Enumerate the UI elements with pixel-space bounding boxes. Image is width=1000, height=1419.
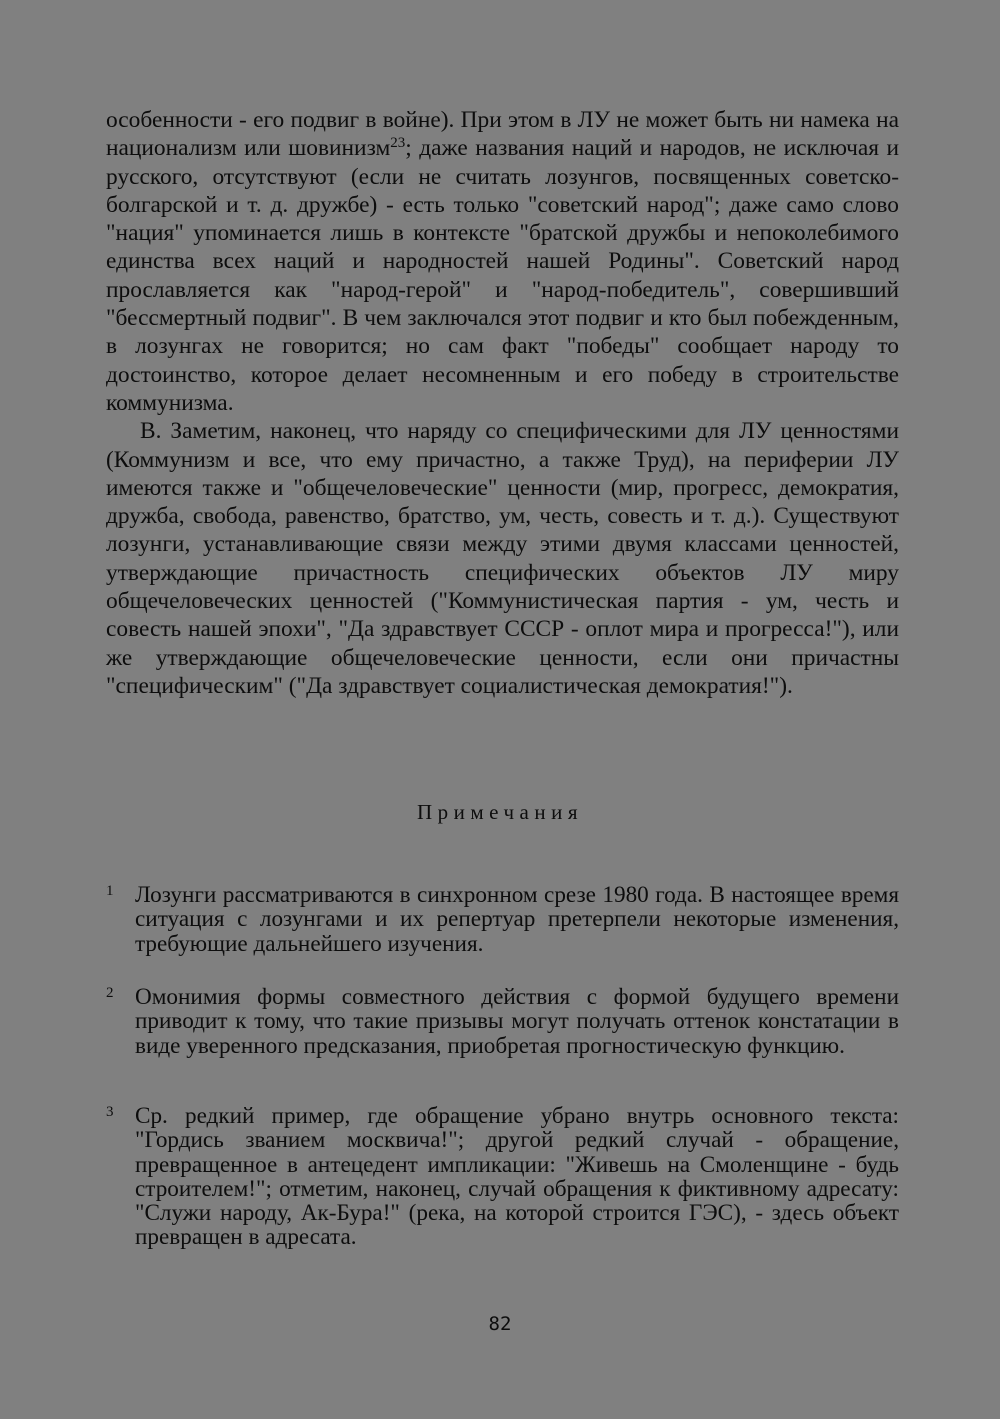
- note-3: [106, 1104, 899, 1250]
- notes-heading: Примечания: [416, 800, 583, 824]
- main-text: [106, 106, 899, 700]
- paragraph-1: [106, 106, 899, 417]
- paragraph-1-rest: ; даже названия наций и народов, не исключая и русского, отсутствуют (если не считать лозунгов, посвященных советско-болгарской и т. д. дружбе) - есть только "советский народ"; даже само слово "нация" упоминается лишь в контексте "братской дружбы и непоколебимого единства всех наций и народностей нашей Родины". Советский народ прославляется как "народ-герой" и "народ-победитель", совершивший "бессмертный подвиг". В чем заключался этот подвиг и кто был побежденным, в лозунгах не говорится; но сам факт "победы" сообщает народу то достоинство, которое делает несомненным и его победу в строительстве коммунизма.: [106, 135, 899, 416]
- note-number: 3: [106, 1104, 114, 1120]
- note-text: Омонимия формы совместного действия с формой будущего времени приводит к тому, что такие призывы могут получать оттенок констатации в виде уверенного предсказания, приобретая прогностическую функцию.: [135, 984, 899, 1059]
- note-2: [106, 985, 899, 1058]
- footnote-reference-23: 23: [390, 135, 406, 152]
- note-number: 1: [106, 883, 114, 899]
- note-number: 2: [106, 985, 114, 1001]
- paragraph-2: В. Заметим, наконец, что наряду со специфическими для ЛУ ценностями (Коммунизм и все, что ему причастно, а также Труд), на периферии ЛУ имеются также и "общечеловеческие" ценности (мир, прогресс, демократия, дружба, свобода, равенство, братство, ум, честь, совесть и т. д.). Существуют лозунги, устанавливающие связи между этими двумя классами ценностей, утверждающие причастность специфических объектов ЛУ миру общечеловеческих ценностей ("Коммунистическая партия - ум, честь и совесть нашей эпохи", "Да здравствует СССР - оплот мира и прогресса!"), или же утверждающие общечеловеческие ценности, если они причастны "специфическим" ("Да здравствует социалистическая демократия!").: [106, 418, 899, 699]
- note-text: Лозунги рассматриваются в синхронном срезе 1980 года. В настоящее время ситуация с лозунгами и их репертуар претерпели некоторые изменения, требующие дальнейшего изучения.: [135, 882, 899, 957]
- note-text: Ср. редкий пример, где обращение убрано внутрь основного текста: "Гордись званием москвича!"; другой редкий случай - обращение, превращенное в антецедент импликации: "Живешь на Смоленщине - будь строителем!"; отметим, наконец, случай обращения к фиктивному адресату: "Служи народу, Ак-Бура!" (река, на которой строится ГЭС), - здесь объект превращен в адресата.: [135, 1103, 899, 1251]
- paragraph-1-start: особенности - его подвиг в войне). При этом в ЛУ не может быть ни намека на национализм или шовинизм: [106, 107, 899, 162]
- page-number: 82: [488, 1313, 512, 1335]
- note-1: [106, 883, 899, 956]
